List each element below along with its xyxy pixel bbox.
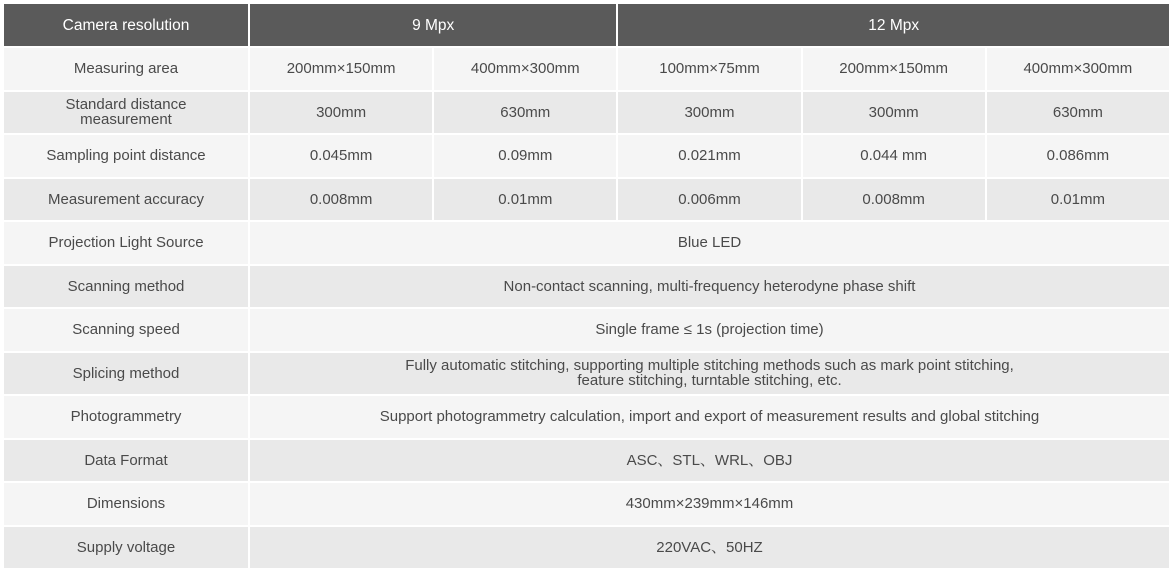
cell-value: 0.044 mm: [803, 135, 985, 177]
cell-value: 0.008mm: [803, 179, 985, 221]
table-row: [4, 396, 1169, 438]
row-label: Measurement accuracy: [4, 179, 248, 221]
cell-value: 0.008mm: [250, 179, 432, 221]
cell-value-line: Fully automatic stitching, supporting multiple stitching methods such as mark point stitching,: [405, 357, 1014, 375]
cell-value: ASC、STL、WRL、OBJ: [250, 440, 1169, 482]
table-row: [4, 483, 1169, 525]
cell-value: 0.09mm: [434, 135, 616, 177]
row-label: [4, 92, 248, 134]
table-row: [4, 266, 1169, 308]
cell-value: Support photogrammetry calculation, import and export of measurement results and global stitching: [250, 396, 1169, 438]
row-label: Sampling point distance: [4, 135, 248, 177]
cell-value: 200mm×150mm: [803, 48, 985, 90]
cell-value: 200mm×150mm: [250, 48, 432, 90]
cell-value: 630mm: [434, 92, 616, 134]
cell-value: Blue LED: [250, 222, 1169, 264]
cell-value: 0.021mm: [618, 135, 800, 177]
cell-value: 0.006mm: [618, 179, 800, 221]
table-row: [4, 179, 1169, 221]
row-label-line: Standard distance: [65, 96, 187, 114]
cell-value: 0.045mm: [250, 135, 432, 177]
table-row: [4, 309, 1169, 351]
table-row: [4, 353, 1169, 395]
cell-value: 400mm×300mm: [434, 48, 616, 90]
cell-value: 630mm: [987, 92, 1169, 134]
table-row: [4, 440, 1169, 482]
cell-value: 0.086mm: [987, 135, 1169, 177]
cell-value: 100mm×75mm: [618, 48, 800, 90]
row-label: Scanning method: [4, 266, 248, 308]
cell-value: [250, 353, 1169, 395]
cell-value-line: feature stitching, turntable stitching, etc.: [577, 372, 842, 390]
cell-value: 300mm: [803, 92, 985, 134]
cell-value: 430mm×239mm×146mm: [250, 483, 1169, 525]
row-label: Splicing method: [4, 353, 248, 395]
cell-value: 400mm×300mm: [987, 48, 1169, 90]
cell-value: 0.01mm: [987, 179, 1169, 221]
header-row: [4, 4, 1169, 46]
cell-value: Non-contact scanning, multi-frequency heterodyne phase shift: [250, 266, 1169, 308]
table-row: [4, 222, 1169, 264]
row-label: Measuring area: [4, 48, 248, 90]
table-row: [4, 527, 1169, 569]
table-row: [4, 92, 1169, 134]
cell-value: 300mm: [618, 92, 800, 134]
header-12mpx: 12 Mpx: [618, 4, 1169, 46]
header-9mpx: 9 Mpx: [250, 4, 616, 46]
row-label: Projection Light Source: [4, 222, 248, 264]
spec-table: [2, 2, 1171, 570]
row-label: Data Format: [4, 440, 248, 482]
cell-value: 300mm: [250, 92, 432, 134]
row-label: Supply voltage: [4, 527, 248, 569]
table-row: [4, 48, 1169, 90]
table-row: [4, 135, 1169, 177]
cell-value: Single frame ≤ 1s (projection time): [250, 309, 1169, 351]
cell-value: 0.01mm: [434, 179, 616, 221]
row-label: Photogrammetry: [4, 396, 248, 438]
row-label: Scanning speed: [4, 309, 248, 351]
row-label: Dimensions: [4, 483, 248, 525]
cell-value: 220VAC、50HZ: [250, 527, 1169, 569]
row-label-line: measurement: [80, 111, 172, 129]
header-label: Camera resolution: [4, 4, 248, 46]
